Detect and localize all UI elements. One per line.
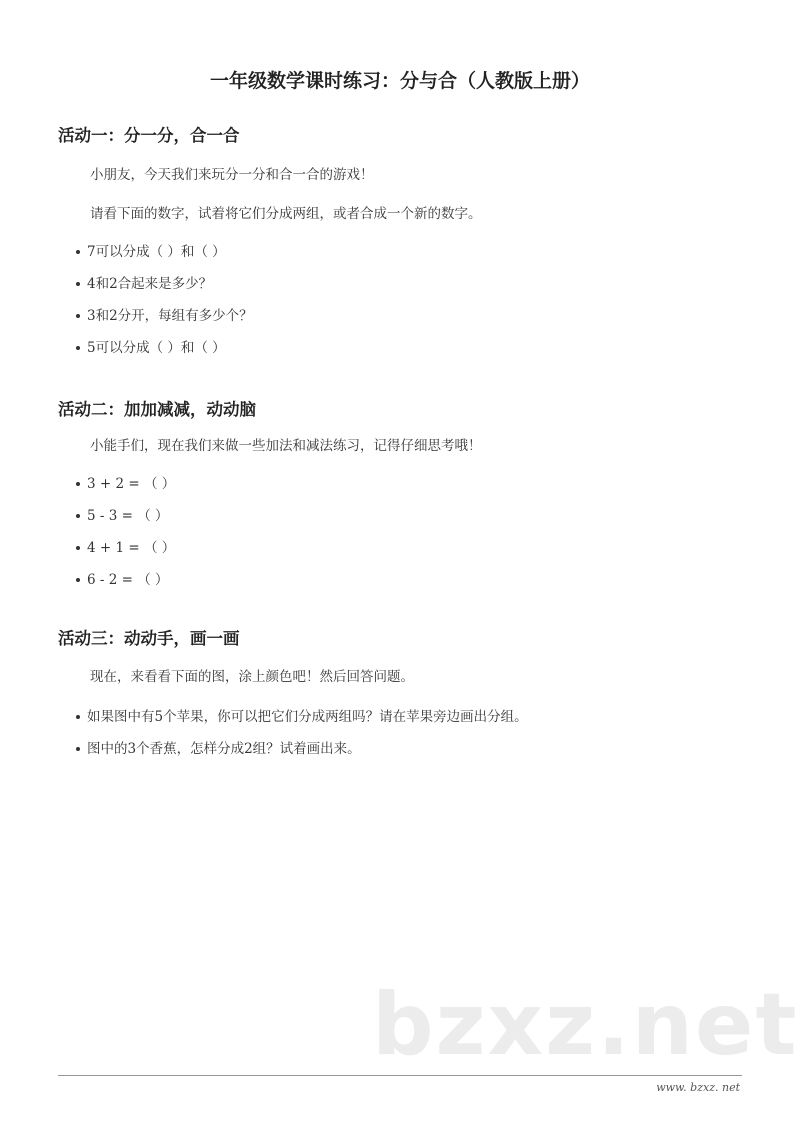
page-title: 一年级数学课时练习：分与合（人教版上册）: [209, 70, 590, 92]
list-item: [76, 737, 361, 757]
list-item: [76, 336, 226, 356]
paragraph: 小能手们，现在我们来做一些加法和减法练习，记得仔细思考哦！: [90, 438, 482, 454]
list-item-text: 3和2分开，每组有多少个？: [87, 308, 253, 324]
bullet-icon: [76, 747, 80, 751]
bullet-icon: [76, 282, 80, 286]
section-heading: 活动一：分一分，合一合: [58, 126, 240, 145]
list-item: [76, 272, 212, 292]
list-item-text: 4 + 1 = （ ）: [87, 540, 176, 556]
list-item-text: 3 + 2 = （ ）: [87, 476, 176, 492]
section-heading: 活动二：加加减减，动动脑: [58, 400, 256, 419]
paragraph: 现在，来看看下面的图，涂上颜色吧！然后回答问题。: [90, 669, 414, 685]
watermark: bzxz.net: [372, 975, 799, 1075]
paragraph: 小朋友，今天我们来玩分一分和合一合的游戏！: [90, 167, 374, 183]
list-item: [76, 504, 169, 524]
bullet-icon: [76, 578, 80, 582]
list-item-text: 5 - 3 = （ ）: [87, 508, 169, 524]
list-item: [76, 472, 175, 492]
list-item: [76, 568, 169, 588]
list-item: [76, 304, 253, 324]
list-item-text: 如果图中有5个苹果，你可以把它们分成两组吗？请在苹果旁边画出分组。: [87, 709, 528, 725]
list-item-text: 7可以分成（ ）和（ ）: [87, 244, 226, 260]
list-item-text: 5可以分成（ ）和（ ）: [87, 340, 226, 356]
list-item-text: 4和2合起来是多少？: [87, 276, 213, 292]
bullet-icon: [76, 482, 80, 486]
list-item: [76, 536, 175, 556]
list-item: [76, 240, 226, 260]
list-item-text: 图中的3个香蕉，怎样分成2组？试着画出来。: [87, 741, 361, 757]
footer-url: www. bzxz. net: [656, 1081, 740, 1094]
list-item: [76, 705, 528, 725]
bullet-icon: [76, 715, 80, 719]
footer-divider: [58, 1075, 742, 1076]
section-heading: 活动三：动动手，画一画: [58, 629, 240, 648]
bullet-icon: [76, 346, 80, 350]
bullet-icon: [76, 314, 80, 318]
bullet-icon: [76, 514, 80, 518]
bullet-icon: [76, 546, 80, 550]
list-item-text: 6 - 2 = （ ）: [87, 572, 169, 588]
paragraph: 请看下面的数字，试着将它们分成两组，或者合成一个新的数字。: [90, 206, 482, 222]
bullet-icon: [76, 250, 80, 254]
